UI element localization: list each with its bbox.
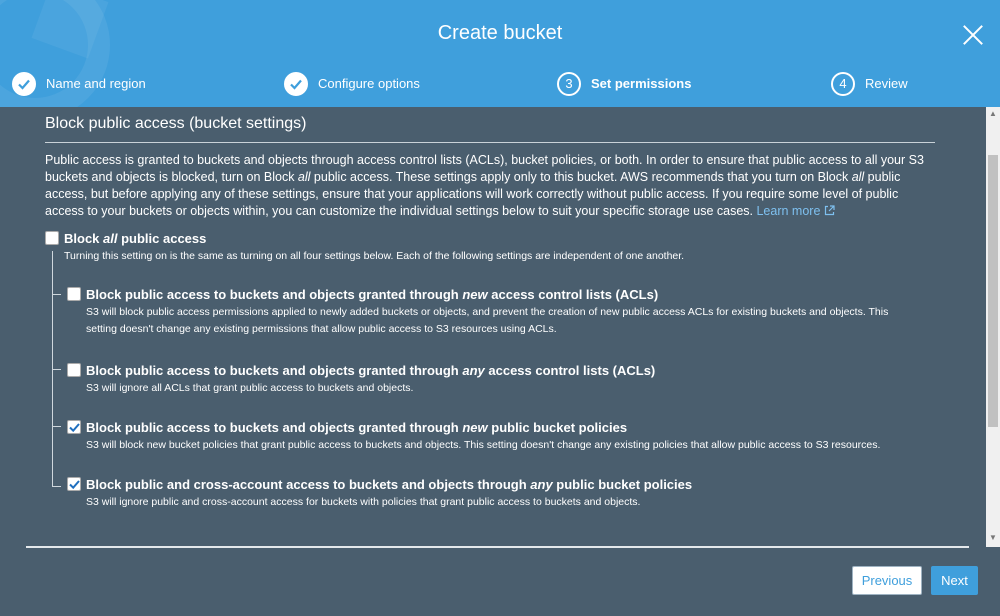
label-text: access control lists (ACLs) bbox=[484, 363, 656, 378]
scrollbar-thumb[interactable] bbox=[988, 155, 998, 427]
label-text: access control lists (ACLs) bbox=[487, 287, 659, 302]
tree-branch bbox=[52, 294, 61, 295]
tree-branch bbox=[52, 426, 61, 427]
step-configure-options[interactable] bbox=[284, 71, 420, 96]
step-review[interactable] bbox=[831, 71, 908, 96]
label-emphasis: any bbox=[530, 477, 553, 492]
step-label: Review bbox=[865, 76, 908, 91]
step-label: Configure options bbox=[318, 76, 420, 91]
label-emphasis: all bbox=[103, 231, 118, 246]
step-number-badge: 3 bbox=[557, 72, 581, 96]
divider bbox=[45, 142, 935, 143]
dialog-title: Create bucket bbox=[437, 22, 563, 44]
label-emphasis: any bbox=[462, 363, 485, 378]
tree-branch bbox=[52, 369, 61, 370]
label-text: Block public access to buckets and objects granted through bbox=[86, 420, 463, 435]
desc-text: Public access is granted to buckets and objects through access control lists (ACLs), bucket policies, or both. In order to ensure that public access to all your S3 buckets and objects is blocked, turn on Block bbox=[45, 153, 924, 184]
check-circle-icon bbox=[12, 72, 36, 96]
section-description bbox=[45, 152, 935, 220]
scroll-up-arrow-icon[interactable]: ▲ bbox=[989, 109, 997, 118]
option-description: S3 will block new bucket policies that grant public access to buckets and objects. This setting doesn't change any existing policies that allow public access to S3 resources. bbox=[86, 439, 881, 451]
step-set-permissions[interactable] bbox=[557, 71, 691, 96]
dialog-content bbox=[0, 107, 986, 547]
desc-text: public access. These settings apply only to this bucket. AWS recommends that you turn on Block bbox=[310, 170, 852, 184]
block-all-checkbox[interactable] bbox=[45, 231, 59, 245]
option-label bbox=[86, 363, 655, 378]
block-any-policies-checkbox[interactable] bbox=[67, 477, 81, 491]
label-text: Block public access to buckets and objects granted through bbox=[86, 363, 463, 378]
label-emphasis: new bbox=[462, 420, 488, 435]
tree-branch bbox=[52, 486, 61, 487]
option-label bbox=[86, 287, 658, 302]
option-description: S3 will ignore public and cross-account access for buckets with policies that grant public access to buckets and objects. bbox=[86, 496, 641, 508]
block-all-description: Turning this setting on is the same as turning on all four settings below. Each of the following settings are independent of one another. bbox=[64, 250, 685, 262]
label-text: public bucket policies bbox=[487, 420, 628, 435]
block-any-acls-checkbox[interactable] bbox=[67, 363, 81, 377]
label-text: Block public and cross-account access to buckets and objects through bbox=[86, 477, 531, 492]
block-new-policies-checkbox[interactable] bbox=[67, 420, 81, 434]
external-link-icon bbox=[824, 205, 835, 216]
learn-more-label: Learn more bbox=[756, 204, 821, 218]
desc-emphasis: all bbox=[297, 170, 311, 184]
close-icon[interactable] bbox=[960, 22, 986, 48]
block-new-acls-checkbox[interactable] bbox=[67, 287, 81, 301]
step-name-and-region[interactable] bbox=[12, 71, 146, 96]
desc-line: setting doesn't change any existing permissions that allow public access to S3 resources using ACLs. bbox=[86, 323, 557, 335]
next-button[interactable]: Next bbox=[931, 566, 978, 595]
previous-button[interactable]: Previous bbox=[852, 566, 922, 595]
check-circle-icon bbox=[284, 72, 308, 96]
option-label bbox=[86, 477, 692, 492]
label-text: Block public access to buckets and objects granted through bbox=[86, 287, 463, 302]
section-title: Block public access (bucket settings) bbox=[45, 115, 307, 132]
scroll-down-arrow-icon[interactable]: ▼ bbox=[989, 533, 997, 542]
desc-text: public access, but before applying any of these settings, ensure that your applications will work correctly without public access. If you require some level of public access to your buckets or objects within, you can customize the individual settings below to suit your specific storage use cases. bbox=[45, 170, 901, 218]
label-emphasis: new bbox=[462, 287, 488, 302]
option-label bbox=[86, 420, 627, 435]
block-all-label bbox=[64, 231, 206, 246]
label-text: Block bbox=[64, 231, 104, 246]
check-icon bbox=[69, 422, 80, 433]
desc-emphasis: all bbox=[851, 170, 865, 184]
option-description bbox=[86, 304, 946, 338]
step-label: Name and region bbox=[46, 76, 146, 91]
desc-line: S3 will block public access permissions applied to newly added buckets or objects, and prevent the creation of new public access ACLs for existing buckets and objects. This bbox=[86, 306, 889, 318]
step-label: Set permissions bbox=[591, 76, 692, 91]
label-text: public bucket policies bbox=[552, 477, 693, 492]
option-description: S3 will ignore all ACLs that grant public access to buckets and objects. bbox=[86, 382, 414, 394]
label-text: public access bbox=[117, 231, 207, 246]
dialog-header bbox=[0, 0, 1000, 107]
footer-divider bbox=[26, 546, 969, 548]
learn-more-link[interactable] bbox=[756, 204, 834, 218]
check-icon bbox=[69, 479, 80, 490]
step-number-badge: 4 bbox=[831, 72, 855, 96]
